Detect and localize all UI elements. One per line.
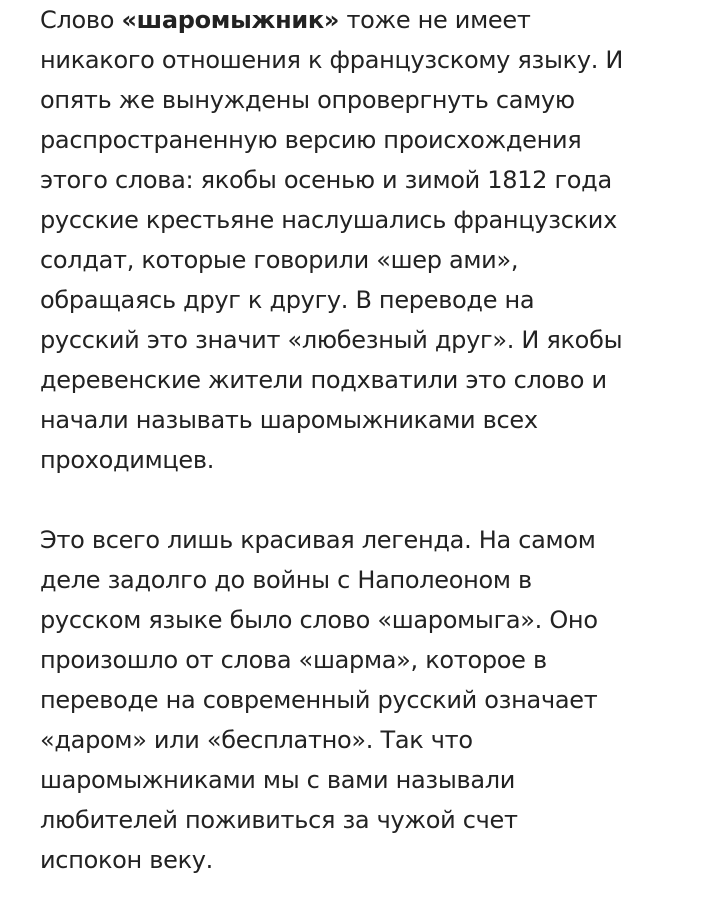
text-line: начали называть шаромыжниками всех	[40, 406, 538, 434]
paragraph-1	[40, 0, 700, 480]
text-line: опять же вынуждены опровергнуть самую	[40, 86, 575, 114]
text-line: русские крестьяне наслушались французских	[40, 206, 618, 234]
text-line: деле задолго до войны с Наполеоном в	[40, 566, 532, 594]
text-line: Это всего лишь красивая легенда. На самом	[40, 526, 596, 554]
text-line: испокон веку.	[40, 846, 214, 874]
text-line: деревенские жители подхватили это слово и	[40, 366, 607, 394]
line-rest: тоже не имеет	[339, 6, 531, 34]
highlighted-term: «шаромыжник»	[121, 6, 340, 34]
line-intro: Слово	[40, 6, 122, 34]
text-line: произошло от слова «шарма», которое в	[40, 646, 547, 674]
text-line: проходимцев.	[40, 446, 215, 474]
text-line: обращаясь друг к другу. В переводе на	[40, 286, 535, 314]
article-text	[40, 0, 700, 880]
text-line: никакого отношения к французскому языку. И	[40, 46, 624, 74]
text-line: любителей поживиться за чужой счет	[40, 806, 518, 834]
text-line: русский это значит «любезный друг». И якобы	[40, 326, 623, 354]
text-line: русском языке было слово «шаромыга». Оно	[40, 606, 598, 634]
text-line: шаромыжниками мы с вами называли	[40, 766, 516, 794]
text-line: этого слова: якобы осенью и зимой 1812 года	[40, 166, 612, 194]
text-line	[40, 0, 700, 40]
paragraph-2	[40, 520, 700, 880]
text-line: переводе на современный русский означает	[40, 686, 598, 714]
text-line: распространенную версию происхождения	[40, 126, 582, 154]
text-line: солдат, которые говорили «шер ами»,	[40, 246, 519, 274]
text-line: «даром» или «бесплатно». Так что	[40, 726, 473, 754]
paragraph-spacer	[40, 480, 700, 520]
